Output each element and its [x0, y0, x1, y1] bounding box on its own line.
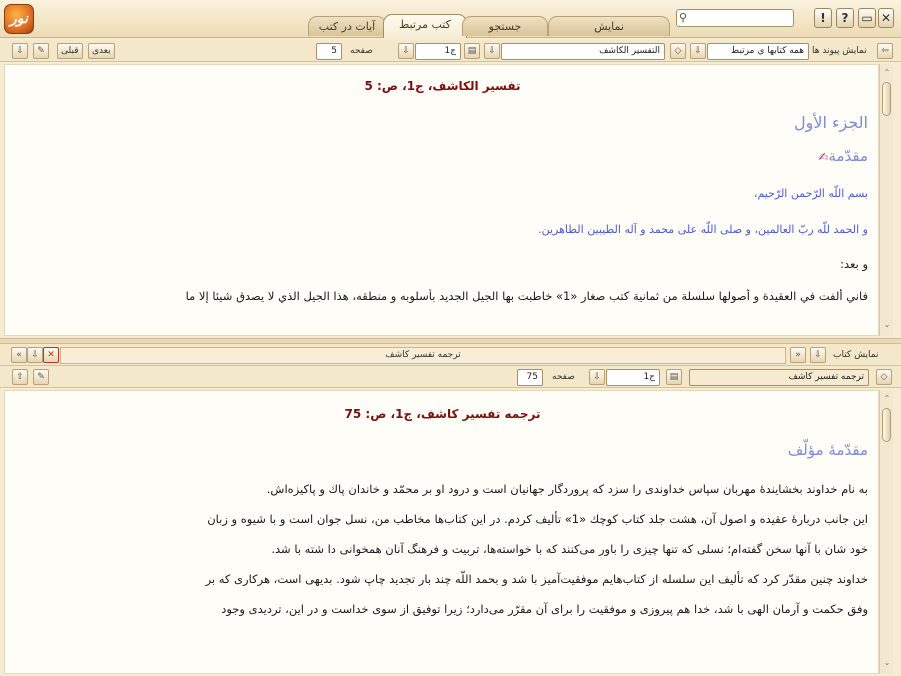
tab-display[interactable]: نمایش — [548, 16, 670, 36]
book-list-icon[interactable]: ▤ — [464, 43, 480, 59]
scroll-down-icon[interactable]: ⌄ — [883, 658, 891, 667]
arrow-up-icon[interactable]: ⇧ — [12, 369, 28, 385]
volume-input[interactable]: ج1 — [415, 43, 461, 60]
scroll-up-icon[interactable]: ⌃ — [883, 394, 891, 403]
show-links-label: نمایش پیوند ها — [812, 46, 867, 56]
tag-icon[interactable]: ◇ — [670, 43, 686, 59]
text-line: خداوند چنین مقدّر کرد که تألیف این سلسله از کتاب‌هایم موفقیت‌آمیز با شد و بحمد اللّه چند بار تجدید چاپ شود. بدیهی است، هرکاری که بر — [205, 572, 868, 586]
arrow-down-icon[interactable]: ⇩ — [12, 43, 28, 59]
tools-icon[interactable]: ✎ — [33, 369, 49, 385]
praise-line: و الحمد للّه ربّ العالمين، و صلى اللّه على محمد و آله الطيبين الطاهرين. — [538, 223, 868, 236]
logo-icon: نور — [4, 4, 34, 34]
bottom-scrollbar[interactable] — [879, 390, 893, 674]
book-toolbar — [0, 344, 901, 366]
prev-button[interactable]: قبلی — [57, 43, 83, 59]
page-input[interactable]: 75 — [517, 369, 543, 386]
text-line: این جانب دربارهٔ عقیده و اصول آن، هشت جلد کتاب کوچك «1» تألیف کردم. در این کتاب‌ها مخاطب من، نسل جوان است و با شیوه و زبان — [207, 512, 868, 526]
page-label: صفحه — [350, 46, 373, 56]
arrow-left-icon[interactable]: ⇦ — [877, 43, 893, 59]
chevron-right-icon[interactable]: » — [790, 347, 806, 363]
translation-book-field[interactable]: ترجمه تفسير كاشف — [689, 369, 869, 386]
help-button[interactable]: ? — [836, 8, 854, 28]
arrow-down-icon[interactable]: ⇩ — [589, 369, 605, 385]
restore-button[interactable]: ▭ — [858, 8, 876, 28]
tab-bar — [0, 0, 901, 38]
page-header: ترجمه تفسير كاشف، ج1، ص: 75 — [344, 407, 541, 421]
text-line: خود شان با آنها سخن گفته‌ام؛ نسلی که تنها چیزی را باور می‌کنند که با خواسته‌ها، تربیت و فرهنگ آنان همخوانی دا شته با شد. — [271, 542, 868, 556]
chevron-left-icon[interactable]: « — [11, 347, 27, 363]
arrow-down-icon[interactable]: ⇩ — [810, 347, 826, 363]
arrow-down-icon[interactable]: ⇩ — [27, 347, 43, 363]
part-title: الجزء الأول — [793, 113, 868, 132]
arrow-down-icon[interactable]: ⇩ — [484, 43, 500, 59]
basmala: بسم اللّه الرّحمن الرّحيم، — [753, 187, 868, 200]
tab-search[interactable]: جستجو — [462, 16, 548, 36]
translation-toolbar — [0, 366, 901, 388]
arrow-down-icon[interactable]: ⇩ — [398, 43, 414, 59]
intro-title: مقدّمة✍ — [818, 147, 868, 165]
scroll-down-icon[interactable]: ⌄ — [883, 320, 891, 329]
page-label: صفحه — [552, 372, 575, 382]
close-button[interactable]: ✕ — [878, 8, 894, 28]
top-text-pane — [4, 64, 879, 336]
page-input[interactable]: 5 — [316, 43, 342, 60]
next-button[interactable]: بعدی — [88, 43, 115, 59]
close-book-icon[interactable]: ✕ — [43, 347, 59, 363]
scroll-thumb[interactable] — [882, 408, 891, 442]
top-scrollbar[interactable] — [879, 64, 893, 336]
volume-input[interactable]: ج1 — [606, 369, 660, 386]
tools-icon[interactable]: ✎ — [33, 43, 49, 59]
tab-verses-in-books[interactable]: آیات در کتب — [308, 16, 386, 36]
tab-related-books[interactable]: کتب مرتبط — [383, 14, 467, 38]
text-line: به نام خداوند بخشایندهٔ مهربان سپاس خداوندی را سزد که پروردگار جهانیان است و درود او بر محمّد و خاندان پاك و پاکیزه‌اش. — [266, 482, 868, 496]
link-scope-select[interactable]: همه کتابها ي مرتبط — [707, 43, 809, 60]
quill-icon: ✍ — [818, 150, 829, 164]
scroll-up-icon[interactable]: ⌃ — [883, 68, 891, 77]
page-header: تفسير الكاشف، ج1، ص: 5 — [364, 79, 521, 93]
book-title-bar: ترجمه تفسير كاشف — [60, 347, 786, 364]
intro-title: مقدّمهٔ مؤلّف — [787, 441, 868, 459]
book-list-icon[interactable]: ▤ — [666, 369, 682, 385]
book-select[interactable]: التفسير الكاشف — [501, 43, 665, 60]
search-input[interactable] — [676, 9, 794, 27]
top-toolbar — [0, 40, 901, 62]
arrow-down-icon[interactable]: ⇩ — [690, 43, 706, 59]
show-book-label: نمایش کتاب — [833, 350, 879, 360]
scroll-thumb[interactable] — [882, 82, 891, 116]
tag-icon[interactable]: ◇ — [876, 369, 892, 385]
bottom-text-pane — [4, 390, 879, 674]
info-button[interactable]: ! — [814, 8, 832, 28]
wa-bad: و بعد: — [840, 257, 868, 271]
text-line: وفق حکمت و آرمان الهی با شد، خدا هم پیروزی و موفقیت را برای آن مقرّر می‌دارد؛ زیرا توفیق از سوی خداست و در این، تردیدی وجود — [221, 602, 868, 616]
paragraph-text: فاني ألفت في العقيدة و أصولها سلسلة من ثمانية كتب صغار «1» خاطبت بها الجيل الجديد بأسلوبه و منطقه، هذا الجيل الذي لا يصدق شيئا إلا ما — [185, 289, 868, 303]
search-icon[interactable]: ⚲ — [679, 11, 688, 24]
